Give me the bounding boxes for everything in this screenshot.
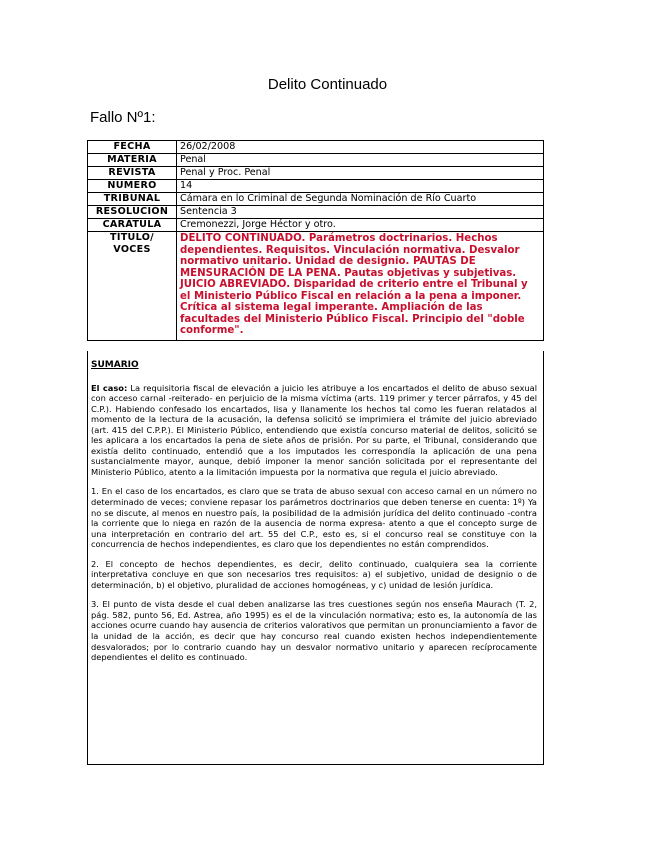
label-materia: MATERIA xyxy=(88,154,177,167)
table-row xyxy=(88,232,544,341)
sumario-title: SUMARIO xyxy=(91,360,139,370)
value-voces xyxy=(177,232,544,341)
table-row xyxy=(88,141,544,154)
label-resolucion: RESOLUCIÓN xyxy=(88,206,177,219)
sumario-point: 3. El punto de vista desde el cual deben analizarse las tres cuestiones según nos enseña Maurach (T. 2, pág. 582, punto 56, Ed. Astrea, año 1995) es el de la vinculación normativa; esto es, la autonomía de las acciones ocurre cuando hay ausencia de criterios valorativos que permitan un pronunciamiento a favor de la unidad de la acción, es decir que hay concurso real cuando existen hechos independientemente desvalorados; por lo contrario cuando hay un desvalor normativo unitario y aparecen recíprocamente dependientes el delito es continuado. xyxy=(91,599,537,663)
value-materia: Penal xyxy=(177,154,544,167)
table-row xyxy=(88,167,544,180)
label-titulo-voces xyxy=(88,232,177,341)
sumario-point: 2. El concepto de hechos dependientes, es decir, delito continuado, cualquiera sea la corriente interpretativa concluye en que son necesarios tres requisitos: a) el subjetivo, unidad de designio o de determinación, b) el objetivo, pluralidad de acciones homogéneas, y c) unidad de lesión jurídica. xyxy=(91,558,537,590)
table-row xyxy=(88,219,544,232)
metadata-table xyxy=(87,140,544,341)
caso-text: La requisitoria fiscal de elevación a juicio les atribuye a los encartados el delito de abuso sexual con acceso carnal -reiterado- en perjuicio de la misma víctima (arts. 119 primer y tercer párrafos, y 45 del C.P.). Habiendo confesado los encartados, lisa y llanamente los hechos tal como les fueran relatados al momento de la lectura de la acusación, la defensa solicitó se imprimiera el trámite del juicio abreviado (art. 415 del C.P.P.). El Ministerio Público, entendiendo que existía concurso material de delitos, solicitó se les aplicara a los encartados la pena de siete años de prisión. Por su parte, el Tribunal, considerando que existía delito continuado, entendió que a los imputados les correspondía la aplicación de una pena sustancialmente mayor, aunque, debió imponer la menor sanción solicitada por el representante del Ministerio Público, atento a la limitación impuesta por la normativa que regula el juicio abreviado. xyxy=(91,382,538,477)
label-numero: NÚMERO xyxy=(88,180,177,193)
value-revista: Penal y Proc. Penal xyxy=(177,167,544,180)
label-caratula: CARÁTULA xyxy=(88,219,177,232)
label-titulo: TÍTULO/ xyxy=(110,232,154,243)
caso-paragraph xyxy=(91,383,537,478)
caso-label: El caso: xyxy=(91,382,128,393)
value-resolucion: Sentencia 3 xyxy=(177,206,544,219)
value-caratula: Cremonezzi, Jorge Héctor y otro. xyxy=(177,219,544,232)
table-row xyxy=(88,193,544,206)
table-row xyxy=(88,206,544,219)
table-row xyxy=(88,180,544,193)
label-revista: REVISTA xyxy=(88,167,177,180)
label-tribunal: TRIBUNAL xyxy=(88,193,177,206)
value-numero: 14 xyxy=(177,180,544,193)
sumario-point: 1. En el caso de los encartados, es claro que se trata de abuso sexual con acceso carnal en un número no determinado de veces; conviene repasar los parámetros doctrinarios que deben tenerse en cuenta: 1º) Ya no se discute, al menos en nuestro país, la posibilidad de la admisión jurídica del delito continuado -contra la corriente que lo niega en razón de la ausencia de norma expresa- atento a que el concepto surge de una interpretación en contrario del art. 55 del C.P., esto es, si el concurso real se constituye con la concurrencia de hechos independientes, es claro que los dependientes no están comprendidos. xyxy=(91,486,537,550)
value-fecha: 26/02/2008 xyxy=(177,141,544,154)
label-voces: VOCES xyxy=(113,244,151,255)
sumario-section xyxy=(87,351,544,765)
table-row xyxy=(88,154,544,167)
value-tribunal: Cámara en lo Criminal de Segunda Nominación de Río Cuarto xyxy=(177,193,544,206)
document-title: Delito Continuado xyxy=(267,76,388,93)
fallo-heading: Fallo Nº1: xyxy=(90,109,156,126)
voces-text: DELITO CONTINUADO. Parámetros doctrinarios. Hechos dependientes. Requisitos. Vinculación normativa. Desvalor normativo unitario. Unidad de designio. PAUTAS DE MENSURACIÓN DE LA PENA. Pautas objetivas y subjetivas. JUICIO ABREVIADO. Disparidad de criterio entre el Tribunal y el Ministerio Público Fiscal en relación a la pena a imponer. Crítica al sistema legal imperante. Ampliación de las facultades del Ministerio Público Fiscal. Principio del "doble conforme". xyxy=(180,233,528,336)
label-fecha: FECHA xyxy=(88,141,177,154)
